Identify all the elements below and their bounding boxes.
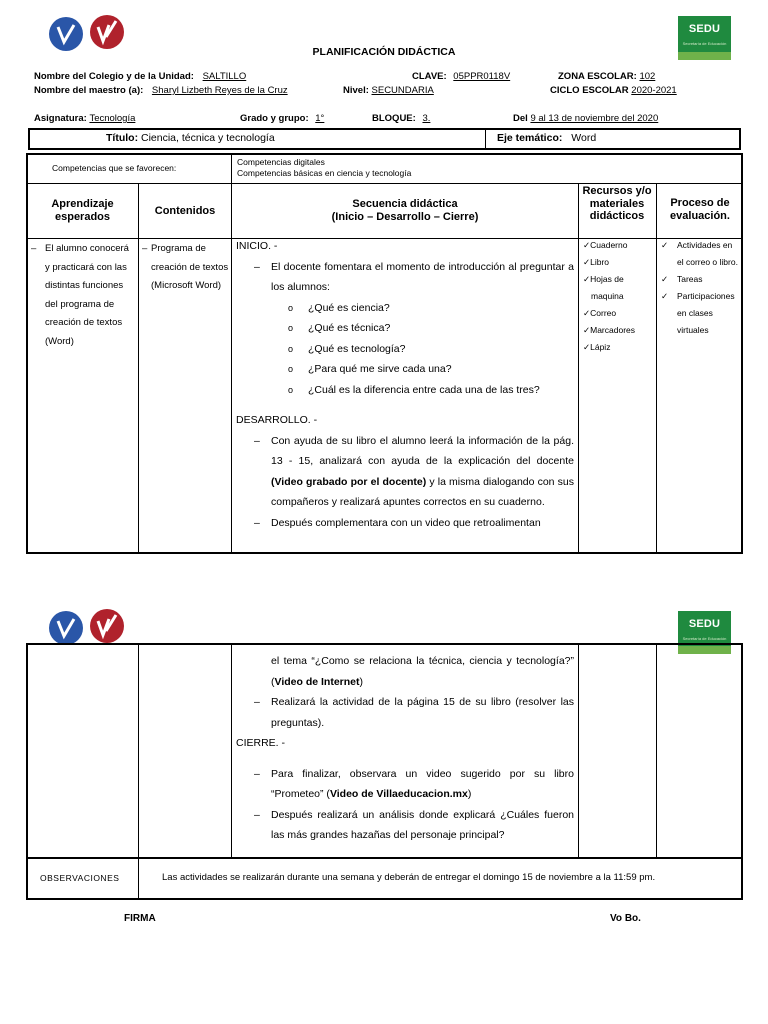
titulo-row: Título: Ciencia, técnica y tecnología	[106, 132, 275, 144]
vobo-label: Vo Bo.	[610, 913, 641, 924]
cierre-label: CIERRE. -	[236, 737, 286, 749]
firma-label: FIRMA	[124, 913, 156, 924]
evaluacion-cell	[661, 237, 741, 339]
recurso-item: ✓Cuaderno	[583, 240, 628, 250]
question-item: o ¿Qué es tecnología?	[288, 342, 406, 355]
recurso-item: ✓Libro	[583, 257, 610, 267]
contenidos-cell: – Programa de creación de textos (Microsoft Word)	[142, 243, 229, 292]
bloque-row: BLOQUE: 3.	[372, 113, 431, 124]
desarrollo-label: DESARROLLO. -	[236, 414, 318, 426]
col-secuencia: Secuencia didáctica (Inicio – Desarrollo – Cierre)	[331, 198, 479, 223]
ciclo-row: CICLO ESCOLAR 2020-2021	[550, 85, 677, 96]
desarrollo-item: – Con ayuda de su libro el alumno leerá la información de la pág. 13 - 15, analizará con ayuda de la explicación del docente (Video grabado por el docente) y la misma dialogando con sus compañeros y realizará apuntes correctos en su cuaderno.	[254, 434, 574, 508]
competencias-list: Competencias digitales Competencias básicas en ciencia y tecnología	[237, 157, 412, 178]
recurso-item: ✓Lápiz	[583, 342, 611, 352]
col-aprendizaje: Aprendizaje esperados	[51, 198, 114, 223]
recurso-item: ✓Correo	[583, 308, 617, 318]
evaluacion-item: ✓ Actividades en el correo o libro.	[661, 240, 738, 267]
grado-row: Grado y grupo: 1°	[240, 113, 325, 124]
blue-logo	[49, 611, 83, 645]
actividad-item: – Realizará la actividad de la página 15 de su libro (resolver las preguntas).	[254, 696, 574, 729]
nivel-row: Nivel: SECUNDARIA	[343, 85, 434, 96]
col-recursos: Recursos y/o materiales didácticos	[582, 185, 652, 222]
teacher-row: Nombre del maestro (a): Sharyl Lizbeth Reyes de la Cruz	[34, 85, 288, 96]
clave-row: CLAVE: 05PPR0118V	[412, 71, 511, 82]
evaluacion-item: ✓ Participaciones en clases virtuales	[661, 291, 735, 335]
recursos-cell	[583, 237, 655, 356]
sedu-logo: SEDU Secretaría de Educación	[678, 16, 731, 60]
recurso-item: ✓Hojas de maquina	[583, 274, 624, 301]
eje-row: Eje temático: Word	[497, 132, 597, 144]
recurso-item: ✓Marcadores	[583, 325, 636, 335]
desarrollo-item-2: – Después complementara con un video que retroalimentan	[254, 516, 541, 529]
sedu-logo: SEDU Secretaría de Educación	[678, 611, 731, 654]
observaciones-text: Las actividades se realizarán durante una semana y deberán de entregar el domingo 15 de noviembre a la 11:59 pm.	[162, 872, 656, 883]
red-logo	[90, 609, 124, 643]
evaluacion-item: ✓ Tareas	[661, 274, 703, 284]
col-evaluacion: Proceso de evaluación.	[670, 197, 730, 222]
question-item: o ¿Qué es técnica?	[288, 322, 391, 334]
aprendizaje-cell: – El alumno conocerá y practicará con las distintas funciones del programa de creación de textos (Word)	[31, 243, 129, 347]
question-item: o ¿Para qué me sirve cada una?	[288, 363, 452, 375]
final-item: – Para finalizar, observara un video sugerido por su libro “Prometeo” (Video de Villaeducacion.mx)	[254, 767, 574, 800]
school-row: Nombre del Colegio y de la Unidad: SALTILLO	[34, 71, 247, 82]
secuencia-cell	[236, 236, 574, 533]
question-item: o ¿Cuál es la diferencia entre cada una de las tres?	[288, 383, 540, 396]
fecha-row: Del 9 al 13 de noviembre del 2020	[513, 113, 659, 124]
page-title: PLANIFICACIÓN DIDÁCTICA	[312, 46, 456, 58]
observaciones-label: OBSERVACIONES	[40, 873, 120, 883]
asignatura-row: Asignatura: Tecnología	[34, 113, 136, 124]
zona-row: ZONA ESCOLAR: 102	[558, 71, 656, 82]
analisis-item: – Después realizará un análisis donde explicará ¿Cuáles fueron las más grandes hazañas del personaje principal?	[254, 808, 574, 841]
inicio-label: INICIO. -	[236, 240, 278, 252]
question-item: o ¿Qué es ciencia?	[288, 301, 390, 314]
inicio-item: – El docente fomentara el momento de introducción al preguntar a los alumnos:	[254, 260, 574, 293]
red-logo	[90, 15, 124, 49]
competencias-label: Competencias que se favorecen:	[52, 163, 177, 173]
secuencia-cont-cell	[236, 651, 574, 846]
col-contenidos: Contenidos	[154, 205, 216, 217]
cont-text: el tema “¿Como se relaciona la técnica, ciencia y tecnología?” (Video de Internet)	[271, 655, 574, 688]
